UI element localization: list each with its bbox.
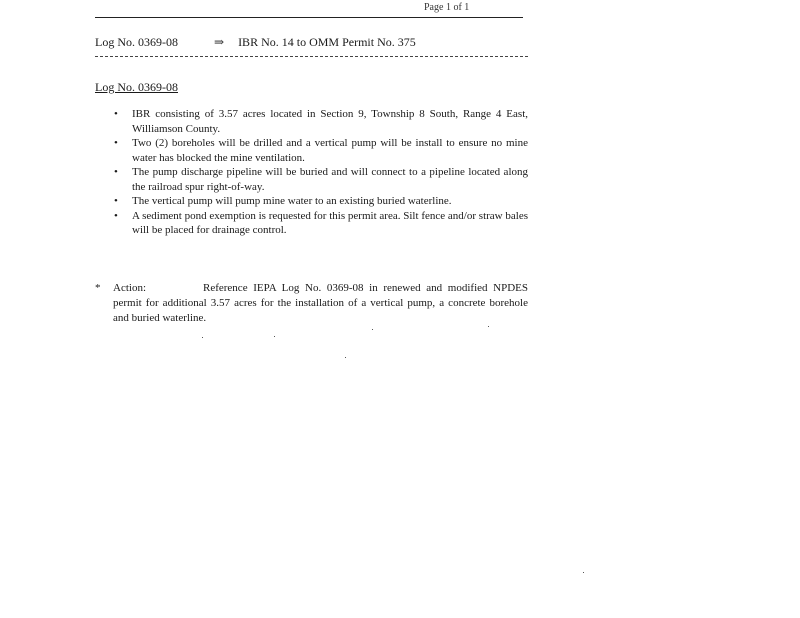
list-item: • The pump discharge pipeline will be buried and will connect to a pipeline located along the railroad spur right-of-way.: [112, 165, 528, 194]
scan-speck: [372, 329, 373, 330]
scan-speck: [202, 337, 203, 338]
list-item: • The vertical pump will pump mine water to an existing buried waterline.: [112, 194, 528, 209]
action-label: Action:: [113, 282, 146, 294]
list-item: • Two (2) boreholes will be drilled and a vertical pump will be install to ensure no mine water has blocked the mine ventilation.: [112, 136, 528, 165]
page-number-label: Page 1 of 1: [424, 2, 470, 13]
scan-speck: [274, 336, 275, 337]
scan-speck: [583, 572, 584, 573]
action-body: [113, 281, 528, 326]
reference-ibr-text: IBR No. 14 to OMM Permit No. 375: [238, 35, 416, 49]
list-item: • IBR consisting of 3.57 acres located in Section 9, Township 8 South, Range 4 East, Williamson County.: [112, 107, 528, 136]
section-heading: Log No. 0369-08: [95, 80, 178, 94]
scan-speck: [488, 326, 489, 327]
list-item: • A sediment pond exemption is requested for this permit area. Silt fence and/or straw bales will be placed for drainage control.: [112, 209, 528, 238]
bullet-list: [112, 107, 528, 238]
action-text: Reference IEPA Log No. 0369-08 in renewed and modified NPDES permit for additional 3.57 acres for the installation of a vertical pump, a concrete borehole and buried waterline.: [113, 282, 528, 324]
action-marker: *: [95, 282, 101, 294]
top-rule: [95, 17, 523, 18]
scan-speck: [345, 357, 346, 358]
arrow-icon: ⇒: [214, 35, 225, 49]
reference-log-number: Log No. 0369-08: [95, 35, 178, 49]
reference-line: [95, 35, 416, 50]
dashed-divider: [95, 56, 528, 57]
